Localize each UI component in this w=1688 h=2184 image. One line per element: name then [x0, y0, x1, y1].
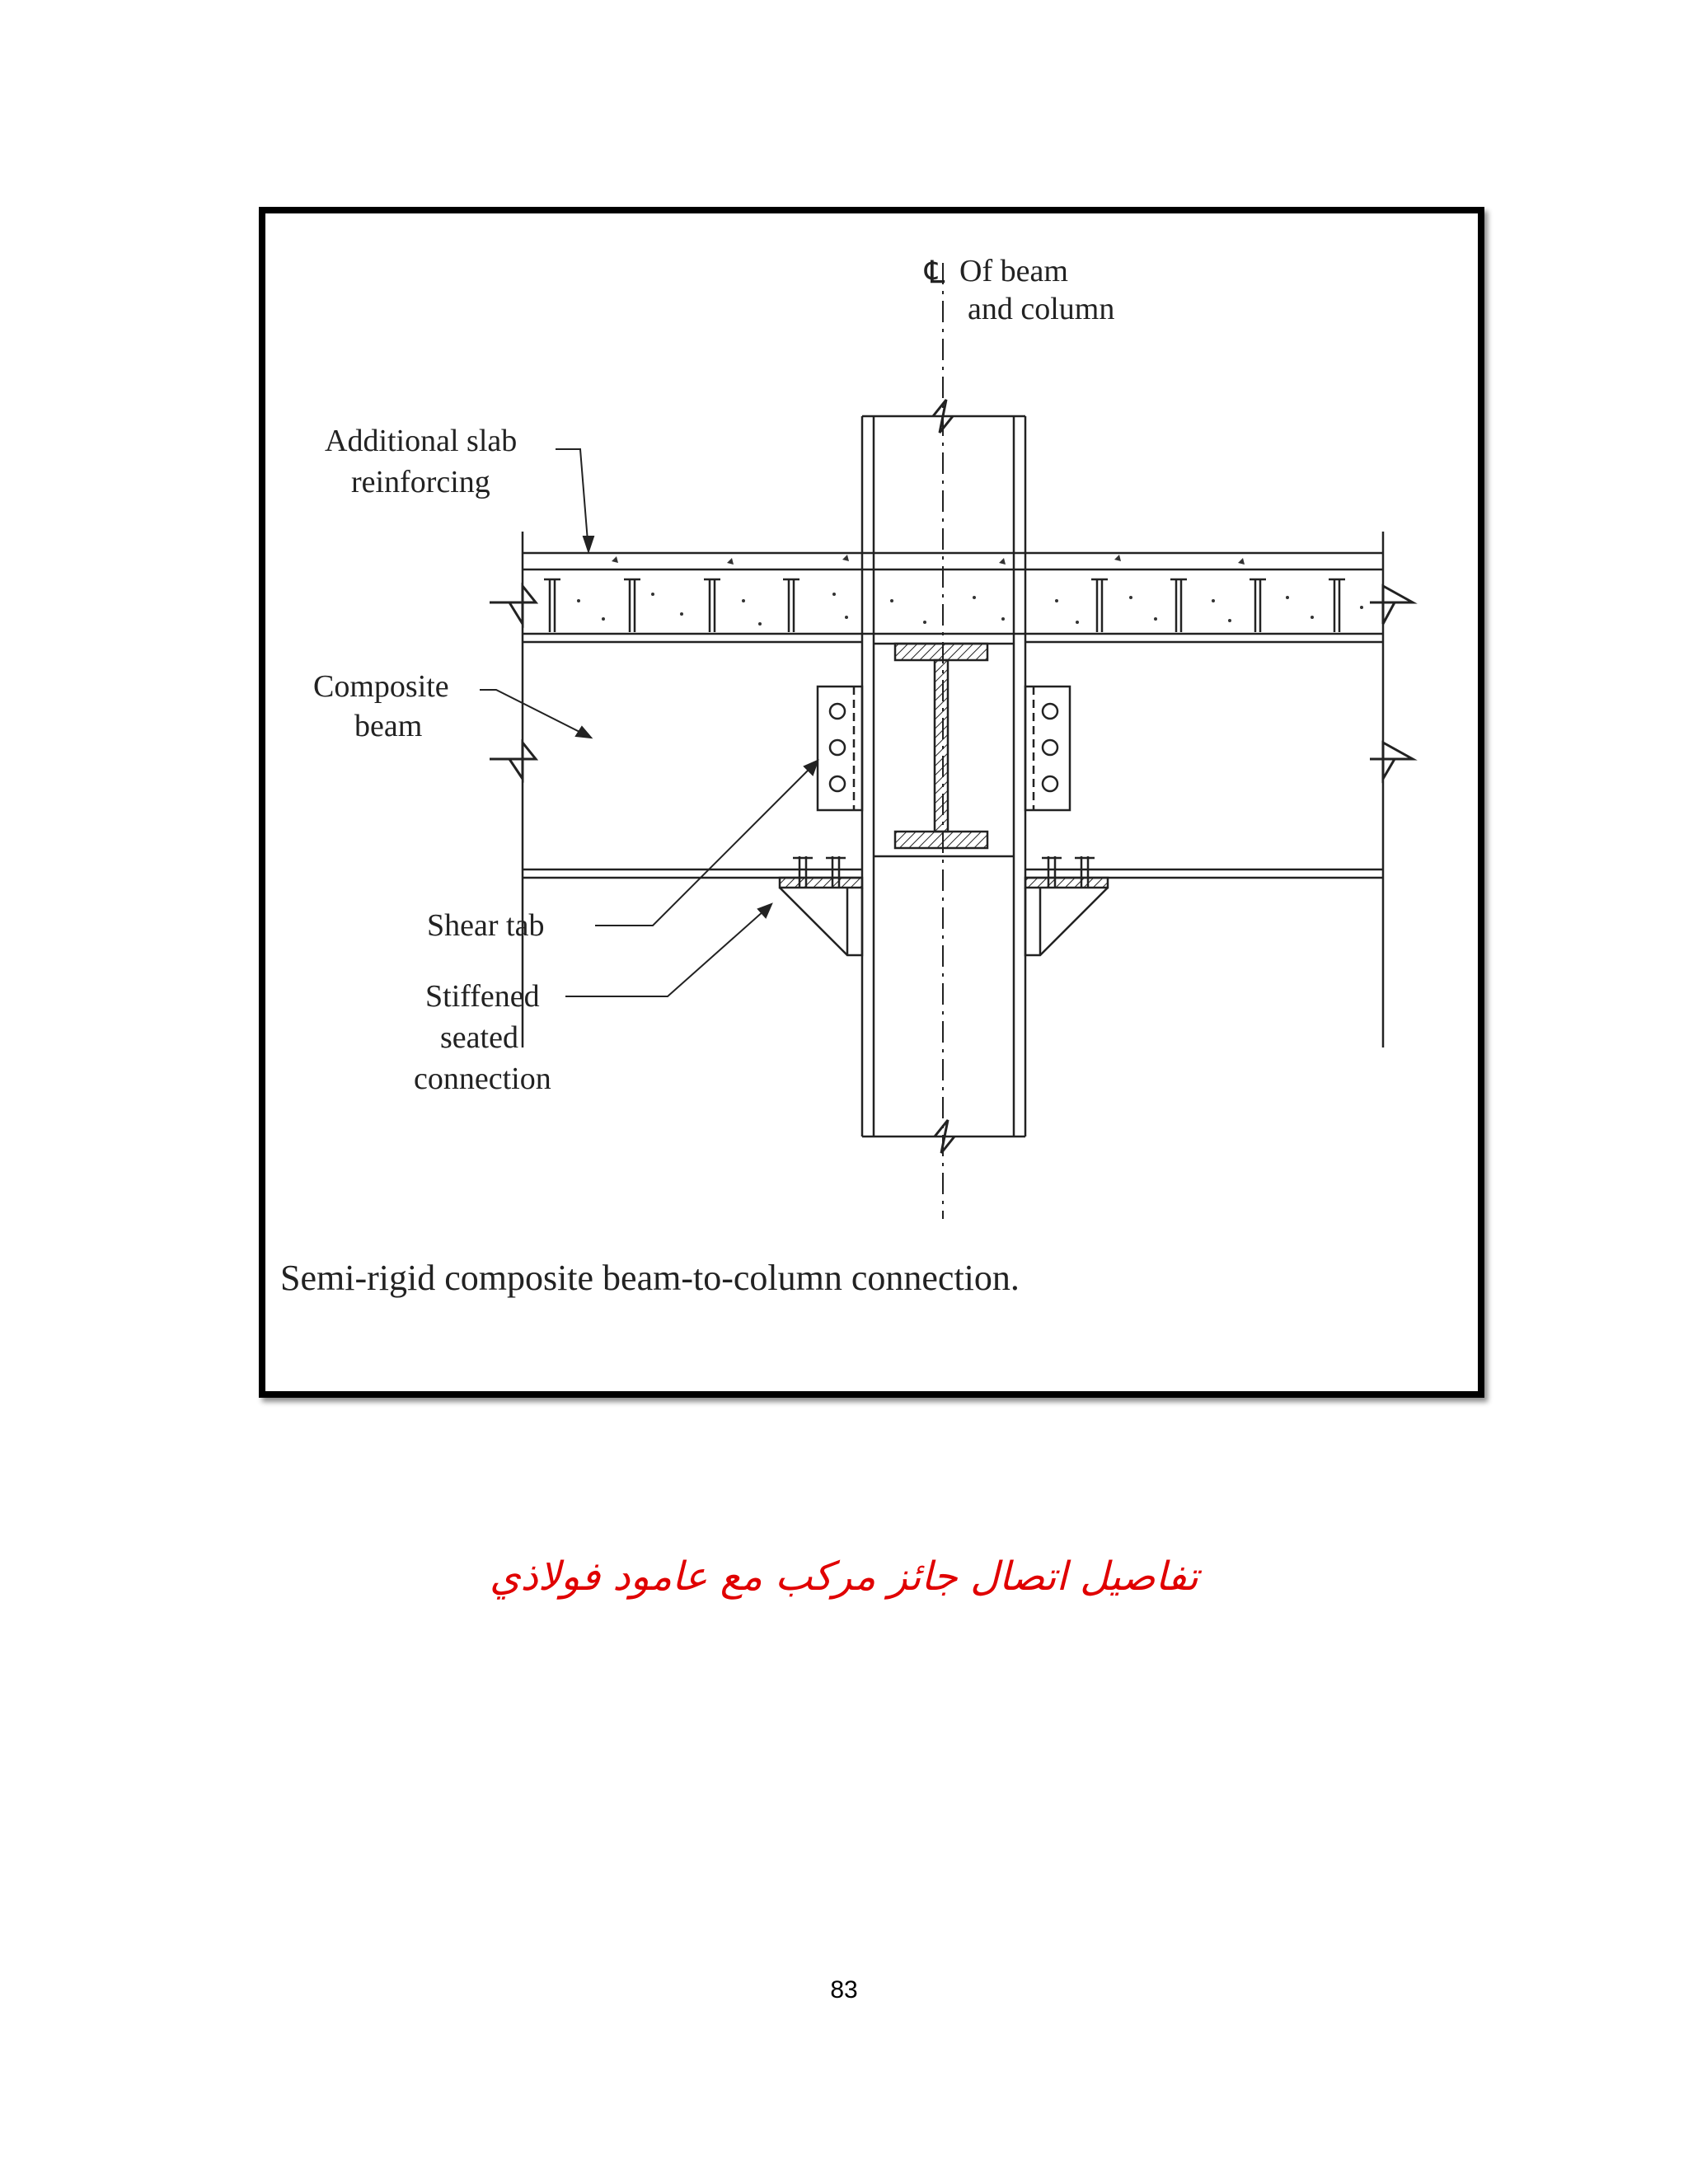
shear-tab-label: Shear tab [427, 908, 545, 943]
centerline-label-line1: Of beam [959, 254, 1068, 288]
slab-label-line2: reinforcing [351, 465, 490, 499]
beam-label-line1: Composite [313, 669, 449, 704]
shear-tab-right [1025, 687, 1070, 810]
centerline-symbol: ℄ [925, 255, 945, 290]
figure-frame [259, 207, 1484, 1398]
stiffened-seat-left [780, 856, 862, 955]
connection-drawing [265, 213, 1478, 1391]
seat-label-line3: connection [414, 1062, 551, 1096]
concrete-slab [490, 532, 1413, 1047]
figure-caption: Semi-rigid composite beam-to-column connection. [280, 1258, 1020, 1298]
seat-label-line2: seated [440, 1020, 518, 1055]
stiffened-seat-right [1025, 856, 1108, 955]
arabic-title: تفاصيل اتصال جائز مركب مع عامود فولاذي [489, 1554, 1198, 1600]
centerline-label-line2: and column [968, 292, 1115, 326]
shear-tab-left [818, 687, 862, 810]
concrete-aggregate [577, 555, 1363, 626]
seat-label-line1: Stiffened [425, 979, 540, 1014]
composite-beam [490, 743, 1413, 878]
page-number: 83 [830, 1976, 858, 2004]
column-section [874, 644, 1014, 856]
beam-label-line2: beam [354, 709, 423, 743]
slab-label-line1: Additional slab [325, 424, 518, 458]
shear-studs [544, 579, 1345, 632]
